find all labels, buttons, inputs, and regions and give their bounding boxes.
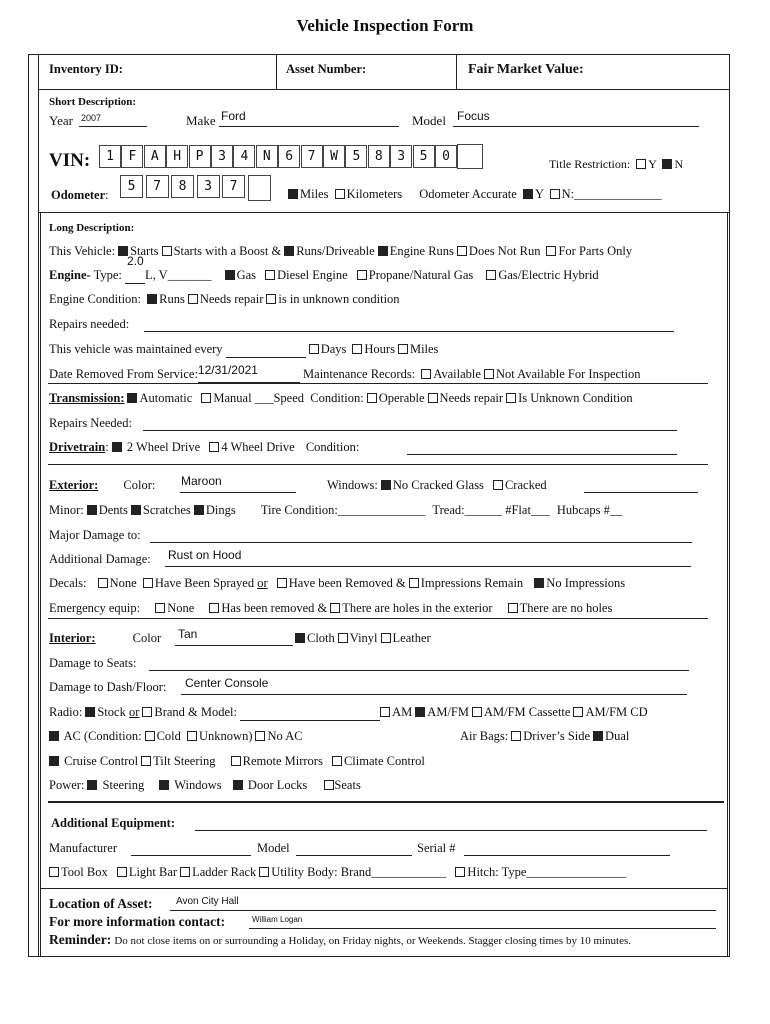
engine-runs-label: Engine Runs [389,244,454,258]
no-impressions-checkbox[interactable] [534,578,544,588]
cracked-checkbox[interactable] [493,480,503,490]
repairs-needed-field[interactable] [144,331,674,332]
contact-value[interactable]: William Logan [252,915,303,924]
vin-char-box[interactable]: 6 [278,145,300,168]
impressions-remain-checkbox[interactable] [409,578,419,588]
decals-sprayed-label: Have Been Sprayed [154,576,255,590]
location-label: Location of Asset: [49,896,153,911]
odometer-accurate-y-checkbox[interactable] [523,189,533,199]
does-not-run-checkbox[interactable] [457,246,467,256]
vin-char-box[interactable]: A [144,145,166,168]
starts-label: Starts [130,244,159,258]
model-value[interactable]: Focus [457,109,490,123]
cloth-checkbox[interactable] [295,633,305,643]
drivetrain-row: Drivetrain: 2 Wheel Drive 4 Wheel Drive Condition: [49,440,360,454]
leather-label: Leather [392,631,431,645]
equipment-items-row [49,865,626,880]
radio-label: Radio: [49,705,83,719]
hubcaps-field[interactable]: Hubcaps #__ [556,503,623,517]
transmission-unknown-label: Is Unknown Condition [518,391,633,405]
am-label: AM [392,705,413,719]
automatic-label: Automatic [139,391,193,405]
odometer-digit-box[interactable]: 8 [171,175,194,198]
propane-checkbox[interactable] [357,270,367,280]
engine-runs-checkbox[interactable] [378,246,388,256]
miles-checkbox[interactable] [288,189,298,199]
cold-checkbox[interactable] [145,731,155,741]
ac-unknown-checkbox[interactable] [187,731,197,741]
odometer-accurate-n-checkbox[interactable] [550,189,560,199]
no-cracked-checkbox[interactable] [381,480,391,490]
cold-label: Cold [156,729,181,743]
vin-char-box[interactable]: 3 [390,145,412,168]
kilometers-label: Kilometers [346,187,403,201]
power-seats-checkbox[interactable] [324,780,334,790]
tread-field[interactable]: Tread:______ [432,503,503,517]
decals-removed-label: Have been Removed & [288,576,406,590]
make-value[interactable]: Ford [221,109,246,123]
light-bar-checkbox[interactable] [117,867,127,877]
manufacturer-field[interactable] [131,855,251,856]
dual-label: Dual [605,729,630,743]
title-restriction-label: Title Restriction: [549,157,631,171]
two-wheel-checkbox[interactable] [112,442,122,452]
starts-boost-label: Starts with a Boost & [173,244,282,258]
no-holes-checkbox[interactable] [508,603,518,613]
asset-number-label: Asset Number: [286,62,367,76]
seats-damage-field[interactable] [149,670,689,671]
additional-equipment-field[interactable] [195,830,707,831]
odometer-digit-box[interactable]: 7 [146,175,169,198]
transmission-label: Transmission: [49,391,125,405]
light-bar-label: Light Bar [128,865,178,879]
records-available-label: Available [433,367,481,381]
gas-checkbox[interactable] [225,270,235,280]
title-restriction [549,157,683,172]
am-checkbox[interactable] [380,707,390,717]
location-value[interactable]: Avon City Hall [176,896,239,907]
dents-label: Dents [98,503,128,517]
holes-checkbox[interactable] [330,603,340,613]
repairs-needed-label: Repairs needed: [49,317,130,331]
minor-label: Minor: [49,503,84,517]
transmission-unknown-checkbox[interactable] [506,393,516,403]
decals-row [49,576,625,591]
vin-char-box[interactable]: 1 [99,145,121,168]
transmission-needs-repair-checkbox[interactable] [428,393,438,403]
drivetrain-condition-label: Condition: [305,440,360,454]
engine-runs-cond-checkbox[interactable] [147,294,157,304]
interior-color-value[interactable]: Tan [178,627,198,641]
hitch-field[interactable]: Hitch: Type________________ [467,865,627,879]
power-windows-label: Windows [174,778,222,792]
tilt-checkbox[interactable] [141,756,151,766]
utility-body-field[interactable]: Utility Body: Brand____________ [271,865,447,879]
am-fm-cd-checkbox[interactable] [573,707,583,717]
miles-label: Miles [300,187,329,201]
odometer-digit-box[interactable]: 7 [222,175,245,198]
tire-condition-field[interactable]: Tire Condition:______________ [260,503,426,517]
drivetrain-condition-field[interactable] [407,454,677,455]
odometer-accurate-y-label: Y [534,187,544,201]
title-restriction-y-label: Y [648,157,657,171]
flat-field[interactable]: #Flat___ [505,503,550,517]
miles-maint-checkbox[interactable] [398,344,408,354]
no-ac-checkbox[interactable] [255,731,265,741]
form-title: Vehicle Inspection Form [296,16,474,35]
manual-label: Manual [213,391,252,405]
engine-unknown-label: is in unknown condition [278,292,400,306]
date-removed-value[interactable]: 12/31/2021 [197,363,258,377]
diesel-label: Diesel Engine [277,268,348,282]
cracked-label: Cracked [504,478,547,492]
emergency-removed-label: Has been removed & [221,601,328,615]
propane-label: Propane/Natural Gas [368,268,474,282]
windows-row [327,478,547,493]
vin-char-box[interactable]: 8 [368,145,390,168]
seats-damage-label: Damage to Seats: [49,656,137,670]
upholstery-row [292,631,431,646]
dash-damage-value[interactable]: Center Console [185,676,269,690]
for-parts-label: For Parts Only [558,244,633,258]
this-vehicle-label: This Vehicle: [49,244,116,258]
vin-char-box[interactable]: 0 [435,145,457,168]
fair-market-value-label: Fair Market Value: [468,62,584,77]
exterior-color-label: Color: [123,478,156,492]
title-restriction-n-checkbox[interactable] [662,159,672,169]
brand-model-field[interactable] [240,705,380,721]
does-not-run-label: Does Not Run [468,244,541,258]
tilt-label: Tilt Steering [153,754,216,768]
operable-checkbox[interactable] [367,393,377,403]
tool-box-label: Tool Box [61,865,108,879]
transmission-condition-label: Condition: [310,391,364,405]
vin-char-box[interactable]: H [166,145,188,168]
additional-damage-value[interactable]: Rust on Hood [168,548,242,562]
utility-body-checkbox[interactable] [259,867,269,877]
vin-char-box[interactable]: 4 [233,145,255,168]
stock-radio-label: Stock [97,705,126,719]
drivers-side-label: Driver’s Side [523,729,591,743]
odometer-digit-box[interactable] [248,175,271,201]
manufacturer-label: Manufacturer [49,841,118,855]
additional-equipment-label: Additional Equipment: [51,816,175,830]
no-cracked-label: No Cracked Glass [392,478,484,492]
automatic-checkbox[interactable] [127,393,137,403]
hybrid-label: Gas/Electric Hybrid [498,268,599,282]
power-steering-label: Steering [102,778,145,792]
decals-removed-checkbox[interactable] [277,578,287,588]
odometer-accurate-n-label: N:______________ [561,187,662,201]
no-impressions-label: No Impressions [546,576,626,590]
long-description-label: Long Description: [49,222,135,234]
maintained-label: This vehicle was maintained every [49,342,223,356]
remote-mirrors-label: Remote Mirrors [242,754,323,768]
air-bags-row [460,729,629,744]
cruise-label: Cruise Control [64,754,139,768]
vin-char-box[interactable]: 5 [413,145,435,168]
drivers-side-checkbox[interactable] [511,731,521,741]
decals-or-text: or [257,576,268,590]
cracked-field[interactable] [584,492,698,493]
minor-row [49,503,622,518]
engine-lv-field[interactable]: L, V_______ [145,268,212,282]
decals-label: Decals: [49,576,87,590]
windows-label: Windows: [327,478,378,492]
power-windows-checkbox[interactable] [159,780,169,790]
year-value[interactable]: 2007 [81,113,102,123]
scratches-checkbox[interactable] [131,505,141,515]
speed-field[interactable]: ___Speed [254,391,304,405]
stock-radio-checkbox[interactable] [85,707,95,717]
vin-char-box[interactable]: W [323,145,345,168]
power-door-locks-checkbox[interactable] [233,780,243,790]
odometer-units [285,187,662,202]
records-not-available-label: Not Available For Inspection [495,367,641,381]
exterior-row [49,478,155,493]
reminder-label: Reminder: [49,932,112,947]
radio-or-text: or [128,705,140,719]
year-label: Year [49,113,73,128]
date-removed-label: Date Removed From Service: [49,367,198,381]
engine-row [49,254,599,284]
starts-boost-checkbox[interactable] [162,246,172,256]
dents-checkbox[interactable] [87,505,97,515]
hitch-checkbox[interactable] [455,867,465,877]
two-wheel-label: 2 Wheel Drive [126,440,201,454]
engine-condition-label: Engine Condition: [49,292,142,306]
exterior-color-value[interactable]: Maroon [181,474,222,488]
dings-checkbox[interactable] [194,505,204,515]
equipment-model-field[interactable] [296,855,412,856]
power-steering-checkbox[interactable] [87,780,97,790]
engine-condition-row [49,292,400,307]
vinyl-label: Vinyl [349,631,378,645]
maintenance-records-label: Maintenance Records: [303,367,416,381]
climate-checkbox[interactable] [332,756,342,766]
odometer-digit-box[interactable]: 3 [197,175,220,198]
emergency-label: Emergency equip: [49,601,141,615]
odometer-accurate-label: Odometer Accurate [419,187,517,201]
no-ac-label: No AC [267,729,303,743]
air-bags-label: Air Bags: [460,729,509,743]
gas-label: Gas [236,268,257,282]
remote-mirrors-checkbox[interactable] [231,756,241,766]
am-fm-cd-label: AM/FM CD [585,705,648,719]
vin-label: VIN: [49,150,91,171]
emergency-row [49,601,612,616]
am-fm-checkbox[interactable] [415,707,425,717]
additional-damage-label: Additional Damage: [49,552,151,566]
decals-none-checkbox[interactable] [98,578,108,588]
records-available-checkbox[interactable] [421,369,431,379]
power-door-locks-label: Door Locks [247,778,308,792]
four-wheel-checkbox[interactable] [209,442,219,452]
reminder-text: Do not close items on or surrounding a Holiday, on Friday nights, or Weekends. Stagger closing times by 10 minutes. [114,935,632,947]
transmission-repairs-field[interactable] [143,430,677,431]
no-holes-label: There are no holes [519,601,613,615]
title-restriction-n-label: N [674,157,684,171]
cruise-row [49,754,425,769]
dings-label: Dings [205,503,236,517]
interior-label: Interior: [49,631,96,645]
ac-unknown-label: Unknown) [199,729,253,743]
climate-label: Climate Control [343,754,425,768]
odometer-label: Odometer: [51,188,109,202]
vinyl-checkbox[interactable] [338,633,348,643]
dash-damage-label: Damage to Dash/Floor: [49,680,167,694]
days-label: Days [320,342,347,356]
brand-radio-checkbox[interactable] [142,707,152,717]
maintained-interval-field[interactable] [226,342,306,358]
ac-row [49,729,303,744]
maintained-row [49,342,438,358]
major-damage-label: Major Damage to: [49,528,141,542]
engine-unknown-checkbox[interactable] [266,294,276,304]
ac-condition-label: AC (Condition: [63,729,142,743]
four-wheel-label: 4 Wheel Drive [221,440,295,454]
operable-label: Operable [378,391,425,405]
diesel-checkbox[interactable] [265,270,275,280]
vin-char-box[interactable]: 3 [211,145,233,168]
emergency-none-label: None [167,601,195,615]
model-label: Model [412,113,446,128]
vin-char-box[interactable]: 7 [301,145,323,168]
for-parts-checkbox[interactable] [546,246,556,256]
contact-label: For more information contact: [49,914,226,929]
exterior-label: Exterior: [49,478,99,492]
ac-checkbox[interactable] [49,731,59,741]
vin-char-box[interactable]: F [121,145,143,168]
hours-checkbox[interactable] [352,344,362,354]
cruise-checkbox[interactable] [49,756,59,766]
vin-char-box[interactable]: P [189,145,211,168]
serial-field[interactable] [464,855,670,856]
leather-checkbox[interactable] [381,633,391,643]
cloth-label: Cloth [307,631,335,645]
emergency-removed-checkbox[interactable] [209,603,219,613]
vin-char-box[interactable] [457,144,483,169]
make-label: Make [186,113,216,128]
am-fm-cassette-checkbox[interactable] [472,707,482,717]
records-not-available-checkbox[interactable] [484,369,494,379]
odometer-digit-box[interactable]: 5 [120,175,143,198]
vin-char-box[interactable]: 5 [345,145,367,168]
serial-label: Serial # [417,841,456,855]
days-checkbox[interactable] [309,344,319,354]
date-removed-row [49,363,641,383]
runs-driveable-checkbox[interactable] [284,246,294,256]
emergency-none-checkbox[interactable] [155,603,165,613]
radio-row [49,705,648,721]
power-row [49,778,361,793]
kilometers-checkbox[interactable] [335,189,345,199]
vin-char-box[interactable]: N [256,145,278,168]
transmission-repairs-label: Repairs Needed: [49,416,132,430]
power-seats-label: Seats [334,778,361,792]
interior-color-label: Color [132,631,162,645]
tool-box-checkbox[interactable] [49,867,59,877]
decals-none-label: None [109,576,137,590]
manual-checkbox[interactable] [201,393,211,403]
transmission-needs-repair-label: Needs repair [439,391,504,405]
short-description-label: Short Description: [49,96,137,108]
inventory-id-label: Inventory ID: [49,62,123,76]
hours-label: Hours [364,342,395,356]
holes-label: There are holes in the exterior [342,601,493,615]
engine-type-label: Type: [93,268,122,282]
brand-radio-label: Brand & Model: [154,705,238,719]
ladder-rack-label: Ladder Rack [192,865,257,879]
interior-row [49,631,161,646]
runs-driveable-label: Runs/Driveable [296,244,375,258]
ladder-rack-checkbox[interactable] [180,867,190,877]
engine-needs-repair-label: Needs repair [199,292,264,306]
am-fm-cassette-label: AM/FM Cassette [483,705,571,719]
dual-checkbox[interactable] [593,731,603,741]
power-label: Power: [49,778,85,792]
impressions-remain-label: Impressions Remain [420,576,524,590]
decals-sprayed-checkbox[interactable] [143,578,153,588]
engine-label: Engine- [49,268,91,282]
engine-liters-value[interactable]: 2.0 [127,254,144,268]
equipment-model-label: Model [257,841,290,855]
reminder-row [49,932,631,948]
scratches-label: Scratches [142,503,191,517]
transmission-row [49,391,633,406]
miles-maint-label: Miles [409,342,439,356]
title-restriction-y-checkbox[interactable] [636,159,646,169]
drivetrain-label: Drivetrain [49,440,106,454]
am-fm-label: AM/FM [427,705,469,719]
engine-runs-cond-label: Runs [159,292,185,306]
engine-needs-repair-checkbox[interactable] [188,294,198,304]
hybrid-checkbox[interactable] [486,270,496,280]
major-damage-field[interactable] [150,542,692,543]
